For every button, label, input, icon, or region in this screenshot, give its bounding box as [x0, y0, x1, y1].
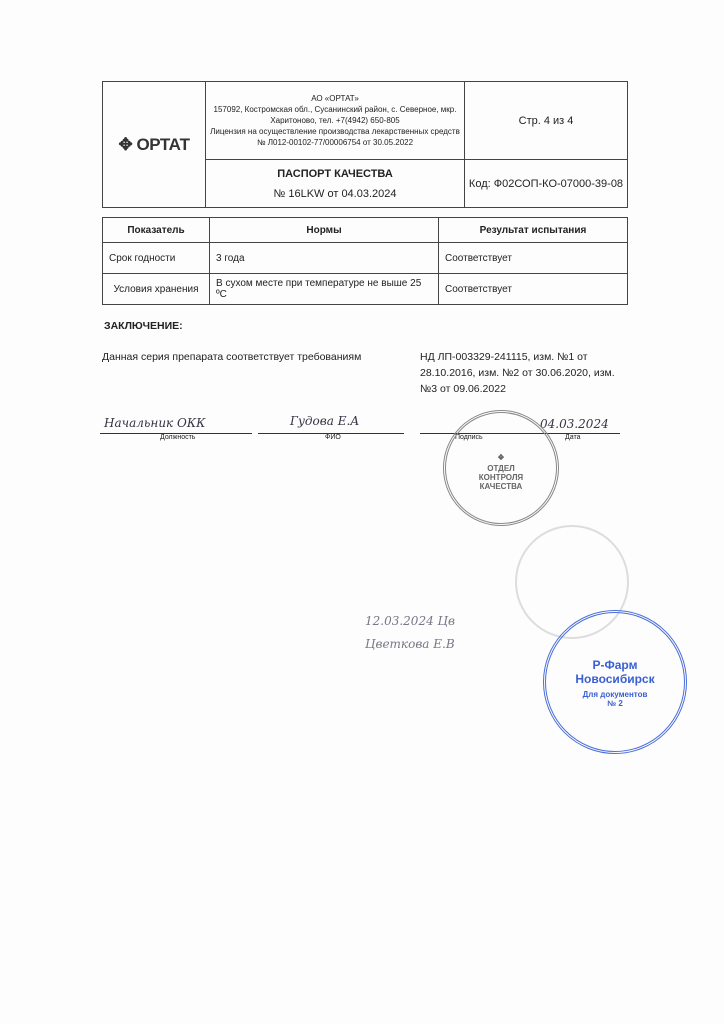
position-handwritten: Начальник ОКК — [104, 416, 206, 430]
cell: Соответствует — [439, 243, 628, 274]
company-info: АО «ОРТАТ» 157092, Костромская обл., Сусанинский район, с. Северное, мкр. Харитоново, тел. +7(4942) 650-805 Лицензия на осуществление производства лекарственных средств № Л012-00102-77/00006754 от 30.05.2022 — [206, 82, 465, 160]
date-handwritten: 04.03.2024 — [540, 417, 609, 431]
page-number: Стр. 4 из 4 — [465, 82, 628, 160]
name-label: ФИО — [325, 434, 341, 441]
qc-stamp: ❖ ОТДЕЛ КОНТРОЛЯ КАЧЕСТВА — [443, 410, 559, 526]
col-header: Показатель — [103, 218, 210, 243]
results-table — [102, 217, 628, 305]
cell: В сухом месте при температуре не выше 25 ºС — [210, 274, 439, 305]
nd-reference: НД ЛП-003329-241115, изм. №1 от 28.10.2016, изм. №2 от 30.06.2020, изм. №3 от 09.06.2022 — [420, 351, 615, 395]
logo: ✥ ОРТАТ — [103, 82, 206, 208]
doc-code: Код: Ф02СОП-КО-07000-39-08 — [465, 160, 628, 208]
sign-label: Подпись — [455, 434, 483, 441]
doc-title: ПАСПОРТ КАЧЕСТВА № 16LKW от 04.03.2024 — [206, 160, 465, 208]
name-handwritten: Гудова Е.А — [290, 414, 360, 428]
handwritten-name: Цветкова Е.В — [365, 637, 455, 651]
conclusion-text: Данная серия препарата соответствует требованиям — [102, 351, 362, 363]
col-header: Нормы — [210, 218, 439, 243]
table-row — [103, 243, 628, 274]
table-row — [103, 274, 628, 305]
cell: Соответствует — [439, 274, 628, 305]
blue-stamp: Р-Фарм Новосибирск Для документов № 2 — [543, 610, 687, 754]
cell: Условия хранения — [103, 274, 210, 305]
header-table — [102, 81, 628, 208]
col-header: Результат испытания — [439, 218, 628, 243]
conclusion-label: ЗАКЛЮЧЕНИЕ: — [104, 320, 183, 332]
handwritten-date: 12.03.2024 Цв — [365, 614, 455, 628]
cell: 3 года — [210, 243, 439, 274]
date-label: Дата — [565, 434, 581, 441]
position-label: Должность — [160, 434, 196, 441]
cell: Срок годности — [103, 243, 210, 274]
